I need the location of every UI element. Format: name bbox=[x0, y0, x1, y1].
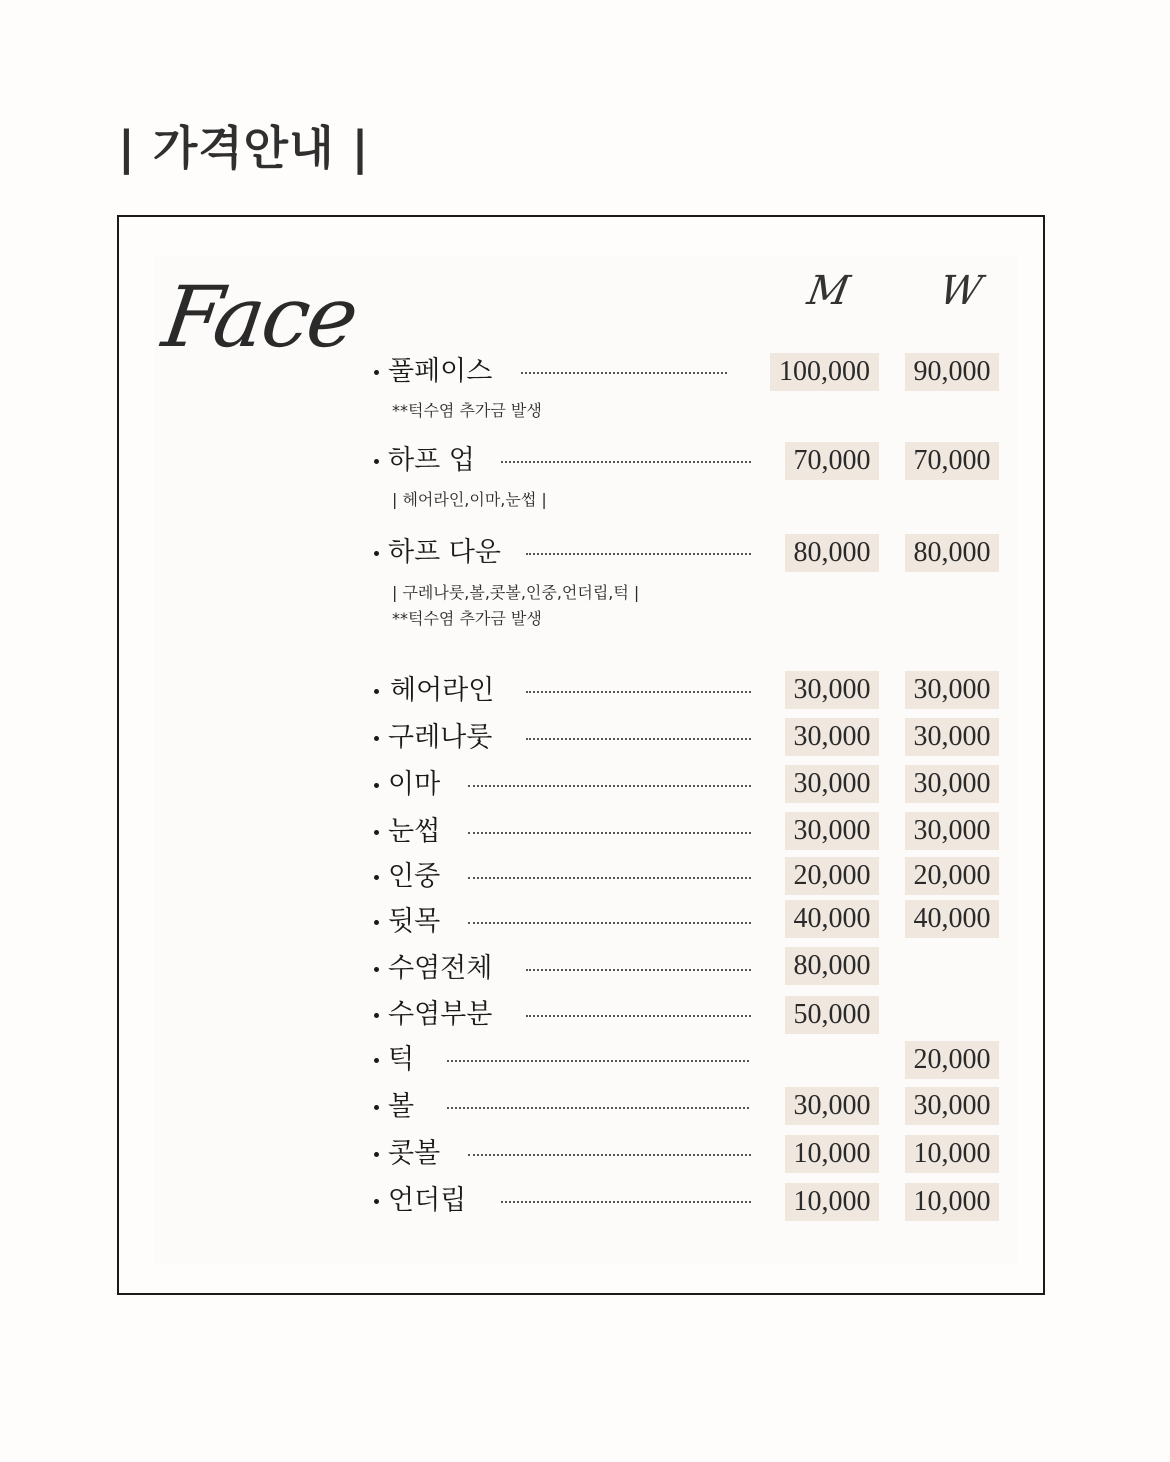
bullet-icon bbox=[374, 920, 379, 925]
price-women: 80,000 bbox=[905, 534, 999, 572]
leader-dots bbox=[501, 1201, 751, 1203]
bullet-icon bbox=[374, 459, 379, 464]
page-title: | 가격안내 | bbox=[118, 121, 370, 175]
price-women: 30,000 bbox=[905, 812, 999, 850]
price-men: 10,000 bbox=[785, 1135, 879, 1173]
item-name: 콧볼 bbox=[388, 1138, 441, 1169]
item-name: 구레나룻 bbox=[388, 722, 493, 753]
note-half-down-areas: | 구레나룻,볼,콧볼,인중,언더립,턱 | bbox=[392, 583, 640, 602]
bullet-icon bbox=[374, 1058, 379, 1063]
leader-dots bbox=[468, 785, 751, 787]
price-men: 20,000 bbox=[785, 857, 879, 895]
item-name: 턱 bbox=[388, 1044, 415, 1075]
bullet-icon bbox=[374, 875, 379, 880]
section-title-face: Face bbox=[157, 268, 363, 366]
bullet-icon bbox=[374, 830, 379, 835]
leader-dots bbox=[526, 1015, 751, 1017]
item-name: 언더립 bbox=[388, 1185, 467, 1216]
leader-dots bbox=[526, 969, 751, 971]
column-header-women: W bbox=[935, 268, 986, 314]
item-name: 이마 bbox=[388, 769, 441, 800]
price-men: 30,000 bbox=[785, 1087, 879, 1125]
leader-dots bbox=[468, 922, 751, 924]
price-women: 30,000 bbox=[905, 718, 999, 756]
price-women: 30,000 bbox=[905, 671, 999, 709]
bullet-icon bbox=[374, 783, 379, 788]
note-beard-surcharge: **턱수염 추가금 발생 bbox=[392, 401, 542, 420]
price-men: 40,000 bbox=[785, 900, 879, 938]
price-men: 80,000 bbox=[785, 947, 879, 985]
price-men: 70,000 bbox=[785, 442, 879, 480]
item-name: 수염부분 bbox=[388, 999, 493, 1030]
leader-dots bbox=[526, 553, 751, 555]
bullet-icon bbox=[374, 689, 379, 694]
item-name: 풀페이스 bbox=[388, 356, 493, 387]
bullet-icon bbox=[374, 551, 379, 556]
price-men: 30,000 bbox=[785, 765, 879, 803]
item-name: 수염전체 bbox=[388, 953, 493, 984]
item-name: 하프 다운 bbox=[388, 537, 501, 568]
leader-dots bbox=[447, 1107, 749, 1109]
price-men: 10,000 bbox=[785, 1183, 879, 1221]
price-men: 30,000 bbox=[785, 812, 879, 850]
item-name: 뒷목 bbox=[388, 906, 441, 937]
note-beard-surcharge: **턱수염 추가금 발생 bbox=[392, 609, 542, 628]
price-men: 30,000 bbox=[785, 718, 879, 756]
price-table-background bbox=[155, 255, 1017, 1265]
leader-dots bbox=[468, 877, 751, 879]
leader-dots bbox=[526, 691, 751, 693]
price-women: 30,000 bbox=[905, 765, 999, 803]
price-men: 80,000 bbox=[785, 534, 879, 572]
bullet-icon bbox=[374, 1152, 379, 1157]
price-women: 90,000 bbox=[905, 353, 999, 391]
leader-dots bbox=[468, 1154, 751, 1156]
price-men: 50,000 bbox=[785, 996, 879, 1034]
price-men: 100,000 bbox=[770, 353, 879, 391]
bullet-icon bbox=[374, 736, 379, 741]
leader-dots bbox=[521, 372, 727, 374]
item-name: 인중 bbox=[388, 861, 441, 892]
item-name: 눈썹 bbox=[388, 816, 441, 847]
bullet-icon bbox=[374, 1199, 379, 1204]
price-women: 30,000 bbox=[905, 1087, 999, 1125]
note-half-up-areas: | 헤어라인,이마,눈썹 | bbox=[392, 490, 547, 509]
price-women: 70,000 bbox=[905, 442, 999, 480]
bullet-icon bbox=[374, 370, 379, 375]
price-women: 10,000 bbox=[905, 1135, 999, 1173]
price-women: 10,000 bbox=[905, 1183, 999, 1221]
price-women: 40,000 bbox=[905, 900, 999, 938]
price-men: 30,000 bbox=[785, 671, 879, 709]
item-name: 하프 업 bbox=[388, 445, 475, 476]
leader-dots bbox=[447, 1060, 749, 1062]
column-header-men: M bbox=[803, 268, 854, 314]
bullet-icon bbox=[374, 1105, 379, 1110]
item-name: 볼 bbox=[388, 1091, 415, 1122]
leader-dots bbox=[526, 738, 751, 740]
price-women: 20,000 bbox=[905, 857, 999, 895]
price-women: 20,000 bbox=[905, 1041, 999, 1079]
bullet-icon bbox=[374, 967, 379, 972]
leader-dots bbox=[468, 832, 751, 834]
leader-dots bbox=[501, 461, 751, 463]
bullet-icon bbox=[374, 1013, 379, 1018]
item-name: 헤어라인 bbox=[390, 675, 495, 706]
